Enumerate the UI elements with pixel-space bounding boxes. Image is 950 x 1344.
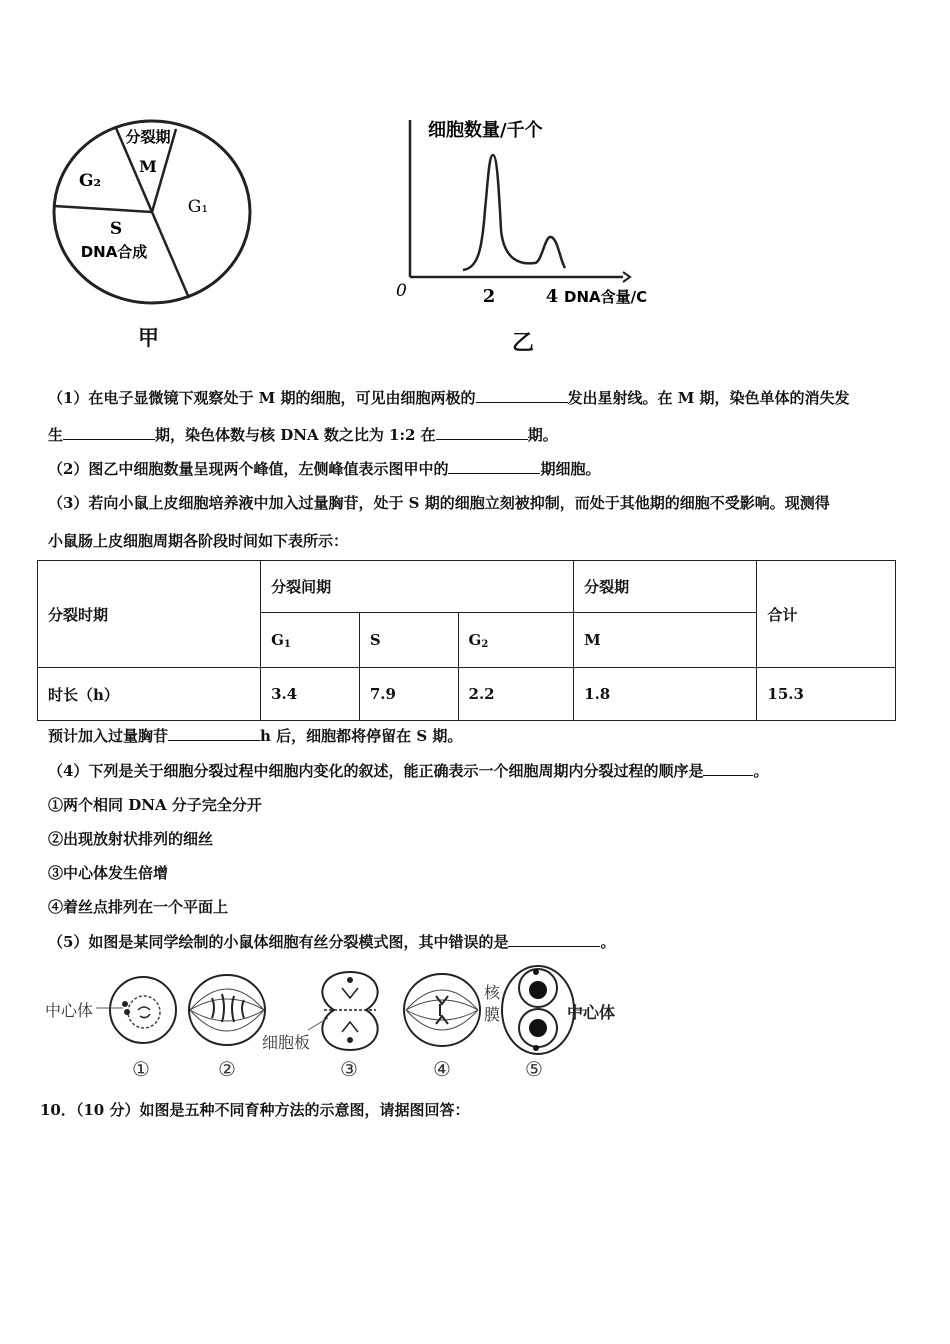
q1-blank-2[interactable] [63,425,155,440]
q4-text-a: （4）下列是关于细胞分裂过程中细胞内变化的叙述，能正确表示一个细胞周期内分裂过程的顺序是 [48,762,704,780]
origin-label: 0 [396,281,407,301]
table-row-label: 时长（h） [38,668,261,721]
table-header-interphase: 分裂间期 [261,561,574,613]
table-header-g2: $G_2$ [458,613,574,668]
q4-option-3: ③中心体发生倍增 [48,864,169,882]
q4-option-2: ②出现放射状排列的细丝 [48,830,214,848]
q2-line [48,458,600,479]
q3-line2: 小鼠肠上皮细胞周期各阶段时间如下表所示： [48,532,349,550]
pie-label-m-phase: 分裂期 [125,128,171,146]
pie-label-m: M [139,157,157,176]
q1-text-e: 期。 [527,426,558,444]
table-header-g1: $G_1$ [261,613,360,668]
figure-yi-label: 乙 [512,331,535,356]
q5-line [48,931,615,952]
figure-jia [48,112,258,312]
dna-curve [463,155,565,270]
q1-blank-1[interactable] [476,388,568,403]
q2-text-b: 期细胞。 [540,460,601,478]
q1-text-d: 期，染色体数与核 DNA 数之比为 1:2 在 [155,426,436,444]
q5-blank[interactable] [508,932,600,947]
cell-cycle-pie [48,112,258,312]
table-cell-g1: 3.4 [261,668,360,721]
cell-4 [404,974,480,1046]
q1-text-a: （1）在电子显微镜下观察处于 M 期的细胞，可见由细胞两极的 [48,389,476,407]
cell-label-3: ③ [340,1057,358,1081]
q1-blank-3[interactable] [436,425,528,440]
cell-1 [96,977,176,1043]
cell-label-4: ④ [433,1057,451,1081]
q4-option-4: ④着丝点排列在一个平面上 [48,898,229,916]
cell-2 [189,975,265,1045]
q5-text-a: （5）如图是某同学绘制的小鼠体细胞有丝分裂模式图，其中错误的是 [48,933,509,951]
table-header-m: M [574,613,757,668]
q2-text-a: （2）图乙中细胞数量呈现两个峰值，左侧峰值表示图甲中的 [48,460,449,478]
dna-content-graph [390,110,700,320]
q3-line1: （3）若向小鼠上皮细胞培养液中加入过量胸苷，处于 S 期的细胞立刻被抑制，而处于其他期的细胞不受影响。现测得 [48,494,830,512]
table-header-total: 合计 [757,561,896,668]
label-nuclear-membrane-1: 核 [484,983,501,1002]
label-centrosome-right: 中心体 [567,1003,616,1022]
cell-label-5: ⑤ [525,1057,543,1081]
q1-text-b: 发出星射线。在 M 期，染色单体的消失发 [567,389,850,407]
mitosis-figure [40,958,640,1088]
q3-after-b: h 后，细胞都将停留在 S 期。 [260,727,463,745]
q1-line2 [48,424,558,445]
cell-label-2: ② [218,1057,236,1081]
label-nuclear-membrane-2: 膜 [484,1005,501,1024]
q1-line1 [48,387,850,408]
q3-after-a: 预计加入过量胸苷 [48,727,169,745]
q3-blank[interactable] [168,726,260,741]
x-tick-4: 4 [545,286,559,307]
x-tick-2: 2 [482,286,496,307]
pie-label-dna: DNA合成 [80,243,148,261]
pie-label-g1: G₁ [187,197,209,217]
table-header-phase: 分裂时期 [38,561,261,668]
q10-line: 10．（10 分）如图是五种不同育种方法的示意图，请据图回答： [40,1101,470,1119]
q4-line [48,760,768,781]
q2-blank[interactable] [448,459,540,474]
table-header-s: S [359,613,458,668]
figure-yi [390,110,700,320]
q4-option-1: ①两个相同 DNA 分子完全分开 [48,796,262,814]
table-cell-m: 1.8 [574,668,757,721]
cell-3 [308,972,378,1050]
pie-label-g2: G₂ [79,171,101,191]
q4-blank[interactable] [703,761,753,776]
cell-label-1: ① [132,1057,150,1081]
figure-jia-label: 甲 [138,326,159,350]
table-header-mitosis: 分裂期 [574,561,757,613]
mitosis-diagram [40,958,640,1088]
y-axis-label: 细胞数量/千个 [428,120,543,141]
q1-text-c: 生 [48,426,64,444]
q5-text-b: 。 [600,933,616,951]
table-cell-g2: 2.2 [458,668,574,721]
q4-text-b: 。 [753,762,769,780]
label-centrosome-left: 中心体 [45,1001,94,1020]
pie-label-s: S [109,219,123,239]
x-axis-label: DNA含量/C [564,288,648,306]
table-cell-total: 15.3 [757,668,896,721]
q3-after [48,725,462,746]
table-cell-s: 7.9 [359,668,458,721]
label-cell-plate: 细胞板 [262,1033,311,1052]
cell-cycle-table [37,560,896,721]
